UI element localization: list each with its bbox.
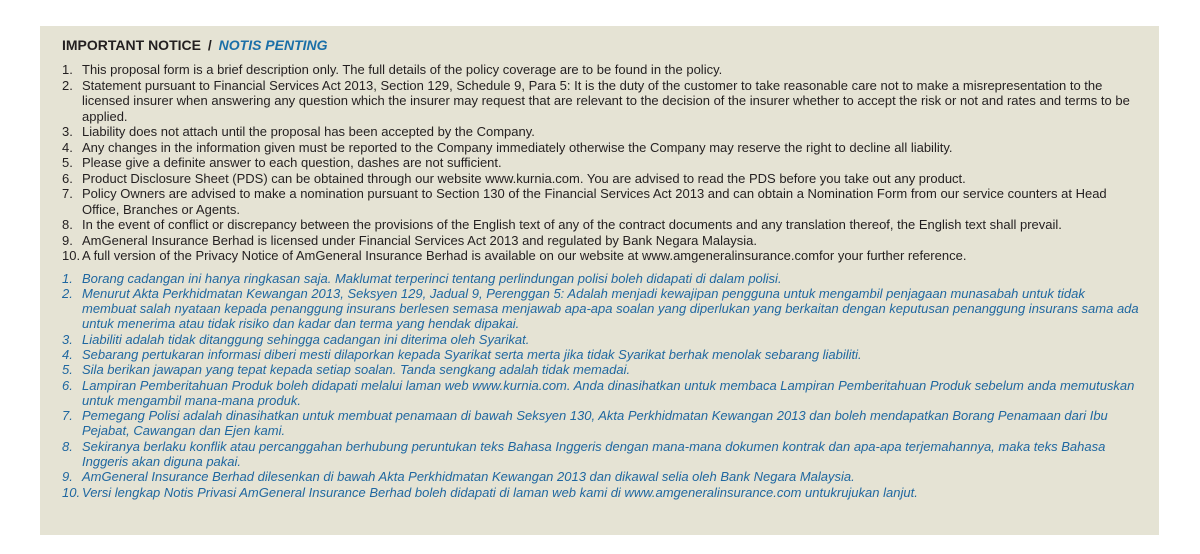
malay-notice-item [62,439,1139,470]
english-notice-item [62,78,1139,125]
english-notice-item-number: 9. [62,232,73,248]
malay-notice-item-text: Pemegang Polisi adalah dinasihatkan untuk membuat penamaan di bawah Seksyen 130, Akta Perkhidmatan Kewangan 2013 dan boleh mendapatkan Borang Penamaan dari Ibu Pejabat, Cawangan dan Ejen kami. [82,408,1108,439]
malay-notice-item-text: Sila berikan jawapan yang tepat kepada setiap soalan. Tanda sengkang adalah tidak memadai. [82,362,631,378]
notice-title-malay: NOTIS PENTING [218,37,328,53]
notice-title-english: IMPORTANT NOTICE [62,37,201,53]
english-notice-item [62,140,1139,156]
english-notice-item-text: Liability does not attach until the proposal has been accepted by the Company. [82,124,535,139]
english-notice-item [62,186,1139,217]
malay-notice-item [62,362,1139,377]
important-notice-box [40,26,1159,535]
english-notice-item-number: 6. [62,170,73,186]
english-notice-item [62,217,1139,233]
english-notice-item-text: AmGeneral Insurance Berhad is licensed under Financial Services Act 2013 and regulated by Bank Negara Malaysia. [82,232,757,248]
english-notice-item-text: A full version of the Privacy Notice of AmGeneral Insurance Berhad is available on our website at www.amgeneralinsurance.comfor your further reference. [82,248,967,263]
english-notice-item [62,124,1139,140]
notice-title [62,36,1139,54]
malay-notice-item-number: 3. [62,331,73,347]
english-notice-list [62,62,1139,264]
malay-notice-item-number: 9. [62,469,73,485]
malay-notice-item-number: 2. [62,285,73,301]
malay-notice-item-number: 8. [62,438,73,454]
english-notice-item-text: In the event of conflict or discrepancy between the provisions of the English text of any of the contract documents and any translation thereof, the English text shall prevail. [82,217,1062,232]
english-notice-item-number: 3. [62,124,73,139]
english-notice-item-number: 1. [62,62,73,77]
english-notice-item-number: 4. [62,139,73,155]
english-notice-item-number: 8. [62,217,73,232]
malay-notice-item-number: 6. [62,377,73,393]
malay-notice-item-number: 5. [62,362,73,378]
malay-notice-item-text: Liabiliti adalah tidak ditanggung sehingga cadangan ini diterima oleh Syarikat. [82,331,530,347]
malay-notice-item [62,378,1139,409]
malay-notice-item-text: AmGeneral Insurance Berhad dilesenkan di bawah Akta Perkhidmatan Kewangan 2013 dan dikawal selia oleh Bank Negara Malaysia. [82,469,855,485]
malay-notice-item-text: Lampiran Pemberitahuan Produk boleh didapati melalui laman web www.kurnia.com. Anda dinasihatkan untuk membaca Lampiran Pemberitahuan Produk sebelum anda memutuskan untuk mengambil mana-mana produk. [82,377,1135,408]
malay-notice-item [62,271,1139,286]
english-notice-item [62,171,1139,187]
english-notice-item-number: 7. [62,186,73,201]
malay-notice-item-text: Sebarang pertukaran informasi diberi mesti dilaporkan kepada Syarikat serta merta jika tidak Syarikat berhak menolak sebarang liabiliti. [82,346,862,362]
malay-notice-item-text: Sekiranya berlaku konflik atau percanggahan berhubung peruntukan teks Bahasa Inggeris dengan mana-mana dokumen kontrak dan apa-apa terjemahannya, maka teks Bahasa Inggeris akan diguna pakai. [82,438,1106,470]
malay-notice-item [62,286,1139,332]
malay-notice-item-number: 1. [62,270,73,286]
english-notice-item-number: 10. [62,248,81,263]
malay-notice-item [62,485,1139,500]
english-notice-item-number: 5. [62,155,73,170]
notice-title-separator: / [207,37,212,53]
english-notice-item [62,155,1139,171]
english-notice-item-number: 2. [62,77,73,93]
malay-notice-item-text: Menurut Akta Perkhidmatan Kewangan 2013, Seksyen 129, Jadual 9, Perenggan 5: Adalah menjadi kewajipan pengguna untuk mengambil penjagaan munasabah untuk tidak membuat salah nyataan kepada penanggung insurans berlesen semasa menjawab apa-apa soalan yang diperlukan yang berkaitan dengan keputusan penanggung insurans sama ada untuk menerima atau tidak risiko dan kadar dan terma yang hendak dipakai. [82,285,1139,332]
english-notice-item-text: Product Disclosure Sheet (PDS) can be obtained through our website www.kurnia.com. You are advised to read the PDS before you take out any product. [82,170,966,186]
malay-notice-item-number: 7. [62,408,73,424]
malay-notice-item [62,332,1139,347]
english-notice-item [62,248,1139,264]
english-notice-item [62,233,1139,249]
malay-notice-item [62,469,1139,484]
malay-notice-item-number: 4. [62,346,73,362]
malay-notice-item-text: Versi lengkap Notis Privasi AmGeneral Insurance Berhad boleh didapati di laman web kami di www.amgeneralinsurance.com untukrujukan lanjut. [82,484,918,500]
malay-notice-item [62,408,1139,439]
english-notice-item-text: Policy Owners are advised to make a nomination pursuant to Section 130 of the Financial Services Act 2013 and can obtain a Nomination Form from our service counters at Head Office, Branches or Agents. [82,186,1107,217]
english-notice-item-text: Statement pursuant to Financial Services Act 2013, Section 129, Schedule 9, Para 5: It is the duty of the customer to take reasonable care not to make a misrepresentation to the licensed insurer when answering any question which the insurer may request that are relevant to the decision of the insurer whether to accept the risk or not and rates and terms to be applied. [82,77,1130,124]
english-notice-item-text: Please give a definite answer to each question, dashes are not sufficient. [82,155,502,170]
english-notice-item-text: This proposal form is a brief description only. The full details of the policy coverage are to be found in the policy. [82,62,723,77]
english-notice-item-text: Any changes in the information given must be reported to the Company immediately otherwise the Company may reserve the right to decline all liability. [82,139,953,155]
english-notice-item [62,62,1139,78]
malay-notice-list [62,271,1139,500]
malay-notice-item [62,347,1139,362]
malay-notice-item-text: Borang cadangan ini hanya ringkasan saja. Maklumat terperinci tentang perlindungan polisi boleh didapati di dalam polisi. [82,270,782,286]
malay-notice-item-number: 10. [62,484,81,500]
